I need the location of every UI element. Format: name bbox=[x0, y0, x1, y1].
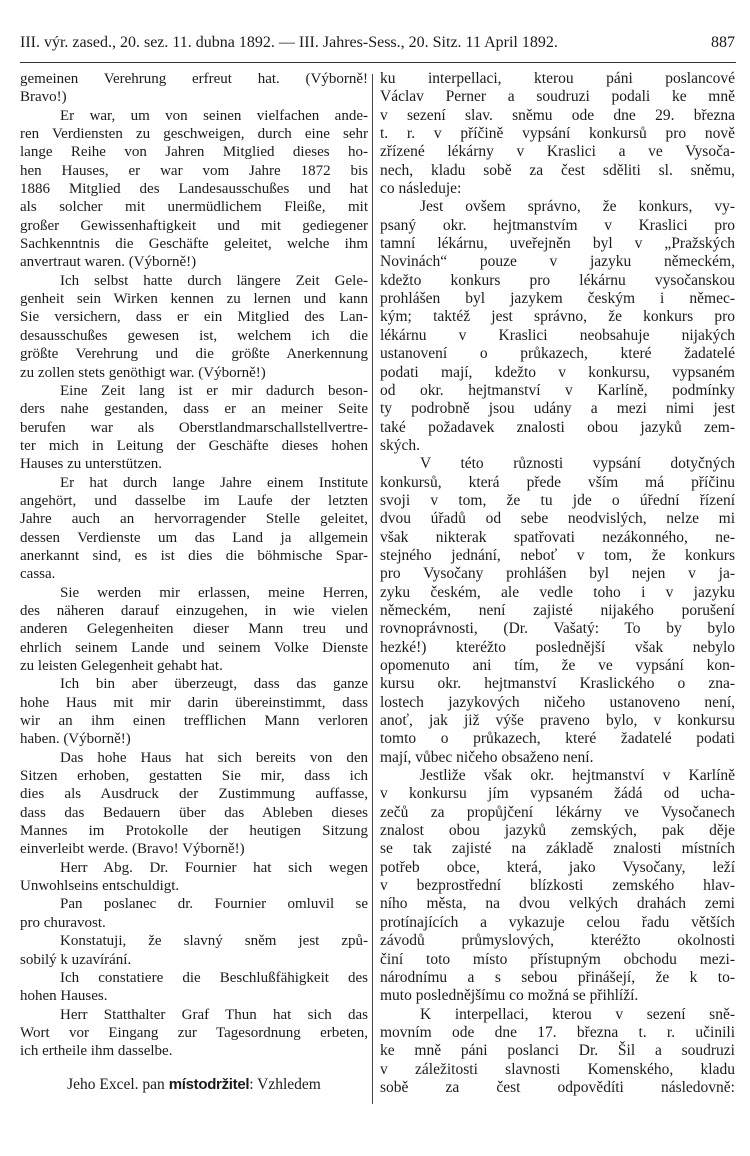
text-line: als solcher mit unermüdlichem Fleiße, mit bbox=[20, 199, 368, 216]
paragraph bbox=[20, 107, 368, 272]
text-line: anoť, jak již výše praveno bylo, v konkursu bbox=[380, 712, 735, 730]
text-line: ských. bbox=[380, 436, 421, 454]
text-line: lékárnu v Kraslici neobsahuje nijakých bbox=[380, 326, 735, 344]
text-line: Konstatuji, že slavný sněm jest způ- bbox=[60, 933, 368, 950]
paragraph bbox=[20, 932, 368, 969]
text-line: německém, není zajisté nijakého porušení bbox=[380, 601, 735, 619]
text-line: Novinách“ pouze v jazyku německém, bbox=[380, 253, 735, 271]
text-line: muto poslednějšímu co možná se přihlíží. bbox=[380, 987, 639, 1005]
text-line: Pan poslanec dr. Fournier omluvil se bbox=[60, 896, 368, 913]
text-line: Wort vor Eingang zur Tagesordnung erbeten, bbox=[20, 1024, 368, 1041]
text-line: ders nahe gestanden, dass er an meiner Seite bbox=[20, 401, 368, 418]
text-line: Ich constatiere die Beschlußfähigkeit des bbox=[60, 969, 368, 986]
text-line: hen Hauses, er war vom Jahre 1872 bis bbox=[20, 162, 368, 179]
header-rule bbox=[20, 62, 736, 63]
text-line: Jahre auch an hervorragender Stelle geleitet, bbox=[20, 511, 368, 528]
paragraph bbox=[20, 749, 368, 859]
text-line: des näheren darauf einzugehen, in wie vielen bbox=[20, 602, 368, 619]
text-line: Sie versichern, dass er ein Mitglied des Lan- bbox=[20, 309, 368, 326]
text-line: svoji v tom, že tu jde o úřední řízení bbox=[380, 491, 735, 509]
text-line: hezké!) kteréžto poslednější však nebylo bbox=[380, 638, 735, 656]
text-line: genheit sein Wirken kennen zu lernen und kann bbox=[20, 291, 368, 308]
speaker-suffix: : Vzhledem bbox=[249, 1076, 321, 1093]
text-line: Herr Statthalter Graf Thun hat sich das bbox=[60, 1006, 368, 1023]
paragraph bbox=[20, 969, 368, 1006]
speaker-prefix: Jeho Excel. pan bbox=[67, 1076, 165, 1093]
text-line: gemeinen Verehrung erfreut hat. (Výborně! bbox=[20, 71, 368, 87]
text-line: podati mají, kdežto v konkursu, vypsaném bbox=[380, 363, 735, 381]
text-line: Hauses zu unterstützen. bbox=[20, 456, 163, 473]
paragraph bbox=[20, 895, 368, 932]
paragraph bbox=[20, 859, 368, 896]
text-line: kým; taktéž jest správno, že konkurs pro bbox=[380, 308, 735, 326]
text-line: dessen Verdienste um das Land ja allgemein bbox=[20, 529, 368, 546]
text-line: K interpellaci, kterou v sezení sně- bbox=[420, 1005, 735, 1023]
text-line: kursu okr. hejtmanství Kraslického o zna- bbox=[380, 675, 735, 693]
text-line: v sezení slav. sněmu ode dne 29. března bbox=[380, 106, 735, 124]
text-line: Er war, um von seinen vielfachen ande- bbox=[60, 107, 368, 124]
text-line: wir an ihm einen trefflichen Mann verloren bbox=[20, 713, 368, 730]
column-divider bbox=[372, 74, 373, 1104]
text-line: Jestliže však okr. hejtmanství v Karlíně bbox=[420, 767, 735, 785]
text-line: v bezprostřední blízkosti zemského hlav- bbox=[380, 877, 735, 895]
text-line: co následuje: bbox=[380, 180, 462, 198]
text-line: konkursů, která přede vším má příčinu bbox=[380, 473, 735, 491]
text-line: činí toto místo přístupným obchodu mezi- bbox=[380, 950, 735, 968]
text-line: t. r. v příčině vypsání konkursů pro nově bbox=[380, 125, 735, 143]
text-line: však nikterak spatřovati nezákonného, ne- bbox=[380, 528, 735, 546]
text-line: prohlášen byl jazykem českým i němec- bbox=[380, 290, 735, 308]
text-line: ku interpellaci, kterou páni poslancové bbox=[380, 70, 735, 87]
text-line: ich ertheile ihm dasselbe. bbox=[20, 1043, 173, 1060]
text-line: Sitzen erhoben, gestatten Sie mir, dass ich bbox=[20, 768, 368, 785]
text-line: zu zollen stets genöthigt war. (Výborně!) bbox=[20, 364, 266, 381]
text-line: anderen Gelegenheiten dieser Mann treu und bbox=[20, 621, 368, 638]
right-column bbox=[380, 70, 735, 1097]
speaker-heading bbox=[20, 1076, 368, 1094]
text-line: mají, vůbec ničeho obsaženo není. bbox=[380, 748, 594, 766]
text-line: dies als Ausdruck der Zustimmung auffasse, bbox=[20, 786, 368, 803]
header-title: III. výr. zased., 20. sez. 11. dubna 1892. — III. Jahres-Sess., 20. Sitz. 11 April 1892. bbox=[20, 34, 558, 51]
text-line: Jest ovšem správno, že konkurs, vy- bbox=[420, 198, 735, 216]
text-line: ustanovení o průkazech, které žadatelé bbox=[380, 345, 735, 363]
paragraph bbox=[20, 382, 368, 474]
text-line: stejného jednání, neboť v tom, že konkurs bbox=[380, 546, 735, 564]
text-line: desausschußes gewesen ist, welchem ich die bbox=[20, 327, 368, 344]
text-line: hohe Haus mit mir darin übereinstimmt, dass bbox=[20, 694, 368, 711]
text-line: pro churavost. bbox=[20, 914, 106, 931]
text-line: großer Gewissenhaftigkeit und mit gediegener bbox=[20, 217, 368, 234]
left-column bbox=[20, 70, 368, 1061]
text-line: ter mich in Leitung der Geschäfte dieses hohen bbox=[20, 437, 368, 454]
text-line: protínajících a vykazuje celou řadu větších bbox=[380, 913, 735, 931]
text-line: ního města, na dvou velkých drahách zemi bbox=[380, 895, 735, 913]
text-line: Sachkenntnis die Geschäfte geleitet, welche ihm bbox=[20, 236, 368, 253]
text-line: ke mně páni poslanci Dr. Šil a soudruzi bbox=[380, 1042, 735, 1060]
text-line: v konkursu jím vypsaném žádá od ucha- bbox=[380, 785, 735, 803]
text-line: rovnoprávnosti, (Dr. Vašatý: To by bylo bbox=[380, 620, 735, 638]
text-line: zu leisten Gelegenheit gehabt hat. bbox=[20, 658, 223, 674]
text-line: cassa. bbox=[20, 566, 56, 583]
text-line: pro Vysočany prohlášen byl nejen v ja- bbox=[380, 565, 735, 583]
paragraph bbox=[380, 70, 735, 198]
text-line: Mannes im Protokolle der heutigen Sitzung bbox=[20, 823, 368, 840]
paragraph bbox=[380, 455, 735, 767]
text-line: tamní lékárnu, uveřejněn byl v „Pražských bbox=[380, 235, 735, 253]
paragraph bbox=[380, 1006, 735, 1098]
running-header bbox=[20, 34, 735, 56]
text-line: ehrlich seinem Lande und seinem Volke Dienste bbox=[20, 639, 368, 656]
text-line: Unwohlseins entschuldigt. bbox=[20, 878, 180, 895]
text-line: Václav Perner a soudruzi podali ke mně bbox=[380, 88, 735, 106]
paragraph bbox=[20, 272, 368, 382]
text-line: V této různosti vypsání dotyčných bbox=[420, 455, 735, 473]
text-line: Ich selbst hatte durch längere Zeit Gele- bbox=[60, 272, 368, 289]
paragraph bbox=[20, 675, 368, 748]
paragraph bbox=[20, 70, 368, 107]
text-line: größte Verehrung und die größte Anerkennung bbox=[20, 346, 368, 363]
text-line: Er hat durch lange Jahre einem Institute bbox=[60, 474, 368, 491]
text-line: haben. (Výborně!) bbox=[20, 731, 131, 748]
text-line: opomenuto ani tím, že ve vypsání kon- bbox=[380, 657, 735, 674]
text-line: závodů průmyslových, kteréžto okolnosti bbox=[380, 932, 735, 950]
text-line: znalost obou jazyků zemských, pak děje bbox=[380, 822, 735, 840]
text-line: dvou úřadů od sebe neodvislých, nelze mi bbox=[380, 510, 735, 528]
text-line: kdežto konkurs pro lékárnu vysočanskou bbox=[380, 271, 735, 289]
text-line: Sie werden mir erlassen, meine Herren, bbox=[60, 584, 368, 601]
text-line: berufen war als Oberstlandmarschallstellvertre- bbox=[20, 419, 368, 436]
text-line: tomto o průkazech, které žadatelé podati bbox=[380, 730, 735, 748]
text-line: zečů za propůjčení lékárny ve Vysočanech bbox=[380, 803, 735, 821]
paragraph bbox=[20, 1006, 368, 1061]
paragraph bbox=[20, 584, 368, 676]
text-line: národnímu a s sebou přinášejí, že k to- bbox=[380, 968, 735, 986]
text-line: ty podrobně jsou udány a mezi nimi jest bbox=[380, 400, 735, 418]
text-line: lange Reihe von Jahren Mitglied dieses ho- bbox=[20, 144, 368, 161]
text-line: od okr. hejtmanství v Karlíně, podmínky bbox=[380, 381, 735, 399]
text-line: Eine Zeit lang ist er mir dadurch beson- bbox=[60, 382, 368, 399]
text-line: lostech jazykových ničeho ustanoveno není, bbox=[380, 693, 735, 711]
speaker-title: místodržitel bbox=[168, 1076, 250, 1093]
text-line: zřízené lékárny v Kraslici a ve Vysoča- bbox=[380, 143, 735, 161]
text-line: 1886 Mitglied des Landesausschußes und hat bbox=[20, 181, 368, 198]
text-line: hohen Hauses. bbox=[20, 988, 108, 1005]
text-line: anvertraut waren. (Výborně!) bbox=[20, 254, 197, 271]
text-line: v záležitosti slavnosti Komenského, kladu bbox=[380, 1060, 735, 1078]
text-line: sobě za čest odpovědíti následovně: bbox=[380, 1078, 735, 1096]
text-line: zyku českém, ale vedle toho i v jazyku bbox=[380, 583, 735, 601]
text-line: Ich bin aber überzeugt, dass das ganze bbox=[60, 676, 368, 693]
text-line: sobilý k uzavírání. bbox=[20, 951, 132, 968]
text-line: ren Verdiensten zu geschweigen, durch eine sehr bbox=[20, 126, 368, 143]
paragraph bbox=[20, 474, 368, 584]
text-line: Herr Abg. Dr. Fournier hat sich wegen bbox=[60, 859, 368, 876]
text-line: einverleibt werde. (Bravo! Výborně!) bbox=[20, 841, 245, 858]
text-line: Das hohe Haus hat sich bereits von den bbox=[60, 749, 368, 766]
text-line: potřeb obce, která, jako Vysočany, leží bbox=[380, 858, 735, 876]
page-number: 887 bbox=[711, 34, 735, 51]
text-line: Bravo!) bbox=[20, 89, 67, 106]
text-line: psaný okr. hejtmanstvím v Kraslici pro bbox=[380, 216, 735, 234]
text-line: nech, kladu sobě za čest sděliti sl. sněmu, bbox=[380, 161, 735, 179]
text-line: se tak zajisté na základě znalosti místních bbox=[380, 840, 735, 858]
paragraph bbox=[380, 767, 735, 1005]
text-line: také požadavek znalosti obou jazyků zem- bbox=[380, 418, 735, 436]
text-line: angehört, und dasselbe im Laufe der letzten bbox=[20, 492, 368, 509]
text-line: dass das Bedauern über das Ableben dieses bbox=[20, 804, 368, 821]
text-line: movním ode dne 17. března t. r. učinili bbox=[380, 1023, 735, 1041]
text-line: anerkannt sind, es ist dies die böhmische Spar- bbox=[20, 547, 368, 564]
paragraph bbox=[380, 198, 735, 455]
